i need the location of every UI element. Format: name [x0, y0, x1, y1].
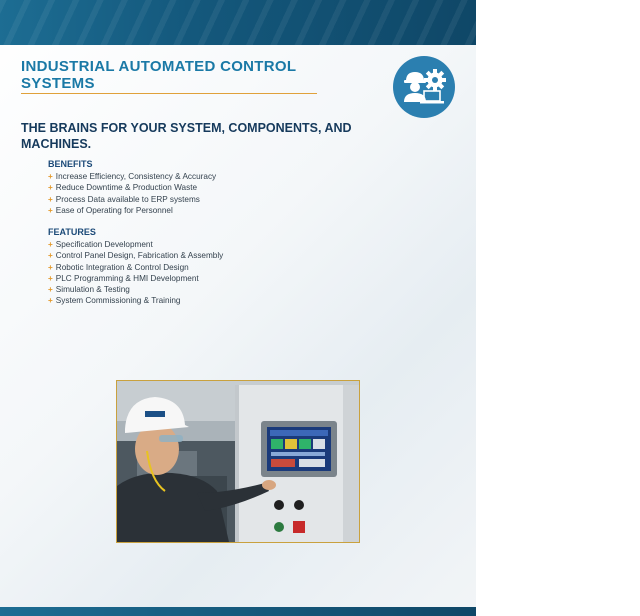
- plus-icon: +: [48, 205, 53, 215]
- plus-icon: +: [48, 240, 53, 249]
- list-item: + Control Panel Design, Fabrication & Assembly: [48, 251, 224, 261]
- plus-icon: +: [48, 251, 53, 261]
- list-item: + Simulation & Testing: [48, 285, 130, 295]
- benefits-list: [48, 171, 216, 216]
- header-band: [0, 0, 476, 45]
- subheading: THE BRAINS FOR YOUR SYSTEM, COMPONENTS, AND MACHINES.: [21, 121, 352, 151]
- features-list: [48, 239, 223, 307]
- list-item: + Reduce Downtime & Production Waste: [48, 183, 198, 193]
- title-line1: INDUSTRIAL AUTOMATED CONTROL: [21, 58, 297, 75]
- features-heading: FEATURES: [48, 227, 96, 237]
- list-item: + System Commissioning & Training: [48, 296, 181, 306]
- plus-icon: +: [48, 183, 53, 193]
- plus-icon: +: [48, 285, 53, 295]
- list-item: + Process Data available to ERP systems: [48, 194, 200, 204]
- plus-icon: +: [48, 296, 53, 306]
- page-title: [21, 59, 296, 92]
- title-underline: [21, 93, 317, 94]
- list-item: + Robotic Integration & Control Design: [48, 262, 189, 272]
- benefits-heading: BENEFITS: [48, 159, 93, 169]
- list-item: + PLC Programming & HMI Development: [48, 273, 199, 283]
- plus-icon: +: [48, 194, 53, 204]
- list-item: + Specification Development: [48, 240, 153, 249]
- title-line2: SYSTEMS: [21, 75, 95, 92]
- list-item: + Increase Efficiency, Consistency & Accuracy: [48, 172, 217, 181]
- plus-icon: +: [48, 262, 53, 272]
- list-item: + Ease of Operating for Personnel: [48, 205, 173, 215]
- engineer-gear-laptop-icon: [393, 56, 455, 118]
- plus-icon: +: [48, 273, 53, 283]
- engineer-photo: [116, 380, 360, 543]
- footer-band: [0, 607, 476, 616]
- plus-icon: +: [48, 172, 53, 181]
